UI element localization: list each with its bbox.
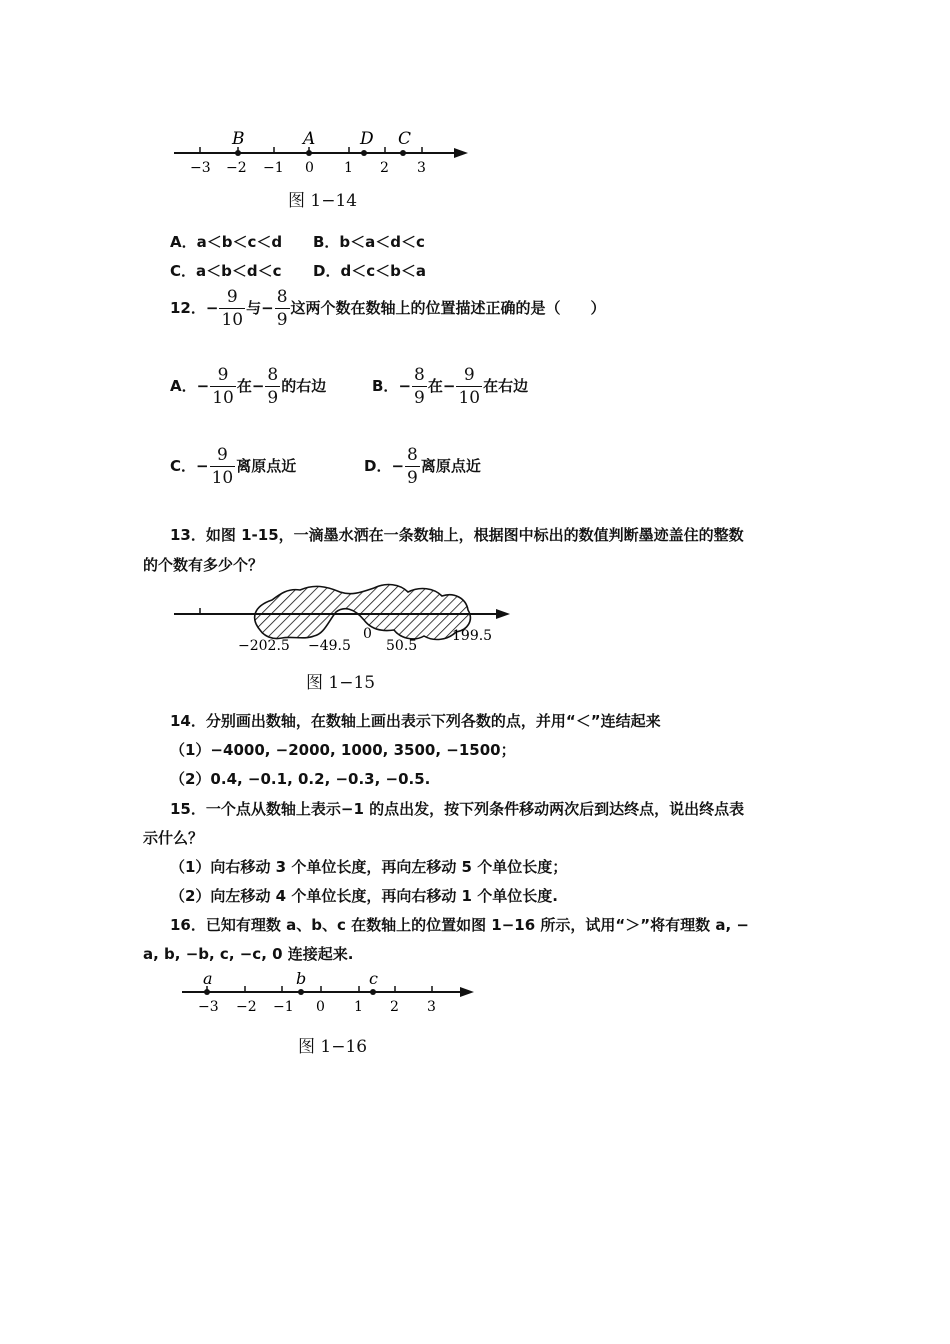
label-neg-202-5: −202.5 bbox=[238, 638, 290, 653]
label-b: B bbox=[232, 129, 245, 149]
tick-label: −3 bbox=[198, 999, 219, 1015]
point-d bbox=[361, 150, 367, 156]
tick-label: 2 bbox=[390, 999, 399, 1015]
point-a bbox=[306, 150, 312, 156]
q15-line-3: （1）向右移动 3 个单位长度，再向左移动 5 个单位长度； bbox=[170, 858, 568, 876]
tick-label: 3 bbox=[427, 999, 436, 1015]
q16-line-1: 16．已知有理数 a、b、c 在数轴上的位置如图 1−16 所示，试用“＞”将有理数 a, − bbox=[170, 916, 749, 934]
figure-caption: 图 1−14 bbox=[288, 191, 358, 211]
q12-stem: 12．− $\frac{9}{10}$ 与− $\frac{8}{9}$ 这两个数在数轴上的位置描述正确的是（ ） bbox=[170, 287, 606, 330]
tick-label: 2 bbox=[380, 160, 389, 176]
fraction: $\frac{8}{9}$ bbox=[414, 365, 425, 408]
tick-label: 1 bbox=[354, 999, 363, 1015]
point-c bbox=[370, 989, 376, 995]
ink-number-line-1-15 bbox=[168, 578, 518, 653]
q12-option-a: A．− $\frac{9}{10}$ 在− $\frac{8}{9}$ 的右边 bbox=[170, 365, 327, 408]
q11-option-b: B．b＜a＜d＜c bbox=[313, 233, 425, 251]
figure-caption: 图 1−16 bbox=[298, 1037, 368, 1057]
axis-arrow bbox=[496, 609, 510, 619]
q15-line-4: （2）向左移动 4 个单位长度，再向右移动 1 个单位长度. bbox=[170, 887, 558, 905]
number-line-1-14 bbox=[168, 120, 478, 185]
tick-label: 0 bbox=[316, 999, 325, 1015]
q12-option-b: B．− $\frac{8}{9}$ 在− $\frac{9}{10}$ 在右边 bbox=[372, 365, 529, 408]
tick-label: −2 bbox=[236, 999, 257, 1015]
tick-label: −1 bbox=[273, 999, 294, 1015]
label-199-5: 199.5 bbox=[452, 628, 493, 644]
q11-option-a: A．a＜b＜c＜d bbox=[170, 233, 283, 251]
axis-arrow bbox=[460, 987, 474, 997]
fraction: $\frac{9}{10}$ bbox=[458, 365, 481, 408]
q11-option-d: D．d＜c＜b＜a bbox=[313, 262, 426, 280]
label-d: D bbox=[360, 129, 374, 149]
tick-label: 3 bbox=[417, 160, 426, 176]
number-line-1-16 bbox=[176, 966, 486, 1021]
fraction: $\frac{8}{9}$ bbox=[267, 365, 279, 408]
tick-label: −1 bbox=[263, 160, 284, 176]
q12-option-c: C．− $\frac{9}{10}$ 离原点近 bbox=[170, 445, 297, 488]
point-b bbox=[235, 150, 241, 156]
label-c: C bbox=[398, 129, 412, 149]
label-c: c bbox=[369, 969, 378, 988]
q16-line-2: a, b, −b, c, −c, 0 连接起来. bbox=[143, 945, 354, 963]
tick-label: 0 bbox=[305, 160, 314, 176]
point-c bbox=[400, 150, 406, 156]
fraction: $\frac{9}{10}$ bbox=[211, 445, 234, 488]
tick-label: −2 bbox=[226, 160, 247, 176]
q15-line-2: 示什么？ bbox=[143, 829, 204, 847]
tick-label: 1 bbox=[344, 160, 353, 176]
q14-line-2: （1）−4000, −2000, 1000, 3500, −1500； bbox=[170, 741, 516, 759]
fraction: $\frac{8}{9}$ bbox=[276, 287, 288, 330]
fraction: $\frac{8}{9}$ bbox=[407, 445, 418, 488]
label-a: a bbox=[203, 969, 213, 988]
figure-caption: 图 1−15 bbox=[306, 673, 376, 693]
q12-option-d: D．− $\frac{8}{9}$ 离原点近 bbox=[364, 445, 481, 488]
fraction: $\frac{9}{10}$ bbox=[212, 365, 234, 408]
label-50-5: 50.5 bbox=[386, 638, 418, 653]
point-a bbox=[204, 989, 210, 995]
label-b: b bbox=[296, 969, 307, 988]
fraction: $\frac{9}{10}$ bbox=[221, 287, 244, 330]
q14-line-3: （2）0.4, −0.1, 0.2, −0.3, −0.5. bbox=[170, 770, 431, 788]
q13-line-1: 13．如图 1-15，一滴墨水洒在一条数轴上，根据图中标出的数值判断墨迹盖住的整数 bbox=[170, 526, 744, 544]
label-neg-49-5: −49.5 bbox=[308, 638, 351, 653]
q14-line-1: 14．分别画出数轴，在数轴上画出表示下列各数的点，并用“＜”连结起来 bbox=[170, 712, 661, 730]
tick-label: −3 bbox=[190, 160, 211, 176]
q15-line-1: 15．一个点从数轴上表示−1 的点出发，按下列条件移动两次后到达终点，说出终点表 bbox=[170, 800, 745, 818]
figure-1-16 bbox=[176, 966, 486, 1058]
figure-1-14 bbox=[168, 120, 478, 220]
figure-1-15 bbox=[168, 578, 518, 694]
label-zero: 0 bbox=[363, 626, 372, 642]
q11-option-c: C．a＜b＜d＜c bbox=[170, 262, 282, 280]
axis-arrow bbox=[454, 148, 468, 158]
q13-line-2: 的个数有多少个？ bbox=[143, 556, 264, 574]
q12-number: 12． bbox=[170, 299, 206, 317]
label-a: A bbox=[303, 129, 316, 149]
point-b bbox=[298, 989, 304, 995]
